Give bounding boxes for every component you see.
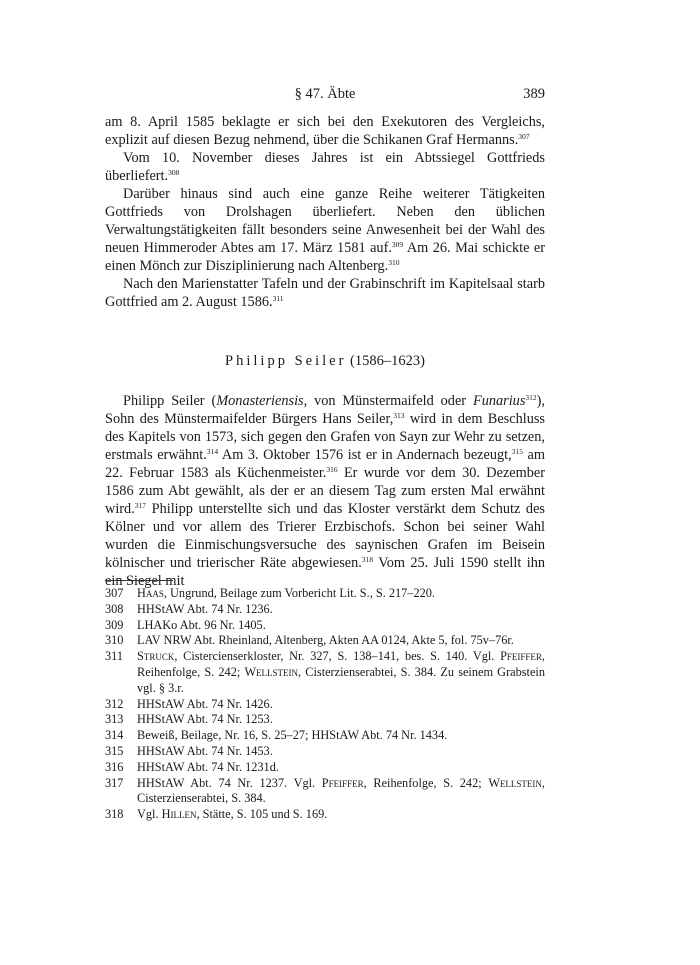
section-dates: (1586–1623) <box>350 353 425 369</box>
footnote: 315 HHStAW Abt. 74 Nr. 1453. <box>105 743 273 758</box>
main-text <box>105 113 545 590</box>
footnote: 317 HHStAW Abt. 74 Nr. 1237. Vgl. Pfeiffer, Reihenfolge, S. 242; Wellstein, Cisterzienserabtei, S. 384. <box>105 775 545 806</box>
footnote: 318 Vgl. Hillen, Stätte, S. 105 und S. 169. <box>105 807 328 822</box>
footnote: 313 HHStAW Abt. 74 Nr. 1253. <box>105 712 273 727</box>
footnote-ref[interactable]: 318 <box>361 555 374 564</box>
footnote: 309 LHAKo Abt. 96 Nr. 1405. <box>105 617 266 632</box>
page-number: 389 <box>523 86 545 102</box>
footnote-ref[interactable]: 308 <box>168 168 180 177</box>
footnote-ref[interactable]: 312 <box>525 393 537 402</box>
footnote-ref[interactable]: 315 <box>511 447 523 456</box>
running-title: § 47. Äbte <box>294 86 356 102</box>
footnote-ref[interactable]: 314 <box>206 447 219 456</box>
footnote: 316 HHStAW Abt. 74 Nr. 1231d. <box>105 759 279 774</box>
footnote: 310 LAV NRW Abt. Rheinland, Altenberg, Akten AA 0124, Akte 5, fol. 75v–76r. <box>105 633 514 648</box>
paragraph: am 8. April 1585 beklagte er sich bei den Exekutoren des Vergleichs, explizit auf diesen Bezug nehmend, über die Schikanen Graf Hermanns.$^{307}$ <box>105 114 545 148</box>
footnote-ref[interactable]: 317 <box>134 501 147 510</box>
footnote-ref[interactable]: 309 <box>391 240 404 249</box>
footnote: 311 Struck, Cistercienserkloster, Nr. 327, S. 138–141, bes. S. 140. Vgl. Pfeiffer, Reihenfolge, S. 242; Wellstein, Cisterzienserabtei, S. 384. Zu seinem Grabstein vgl. § 3.r. <box>105 649 545 695</box>
footnote-ref[interactable]: 310 <box>388 258 400 267</box>
footnote: 312 HHStAW Abt. 74 Nr. 1426. <box>105 696 273 711</box>
footnote: 308 HHStAW Abt. 74 Nr. 1236. <box>105 601 273 616</box>
footnote-ref[interactable]: 316 <box>326 465 338 474</box>
section-heading <box>105 352 545 370</box>
footnote-ref[interactable]: 313 <box>393 411 405 420</box>
paragraph: Philipp Seiler (Monasteriensis, von Münstermaifeld oder Funarius$^{312}$), Sohn des Münstermaifelder Bürgers Hans Seiler,$^{313}$ wird in dem Beschluss des Kapitels von 1573, sich gegen den Grafen von Sayn zur Wehr zu setzen, erstmals erwähnt.$^{314}$ Am 3. Oktober 1576 ist er in Andernach bezeugt,$^{315}$ am 22. Februar 1583 als Küchenmeister.$^{316}$ Er wurde vor dem 30. Dezember 1586 zum Abt gewählt, als der er an diesem Tag zum ersten Mal erwähnt wird.$^{317}$ Philipp unterstellte sich und das Kloster verstärkt dem Schutz des Kölner und vor allem des Trierer Erzbischofs. Schon bei seiner Wahl wurden die Einmischungsversuche des saynischen Grafen im Beisein kölnischer und trierischer Räte abgewiesen.$^{318}$ Vom 25. Juli 1590 stellt ihn ein Siegel mit <box>105 393 546 589</box>
section-name: Philipp Seiler <box>225 353 347 369</box>
paragraph: Vom 10. November dieses Jahres ist ein Abtssiegel Gottfrieds überliefert.$^{308}$ <box>105 150 545 184</box>
footnote: 314 Beweiß, Beilage, Nr. 16, S. 25–27; HHStAW Abt. 74 Nr. 1434. <box>105 728 448 743</box>
footnote-ref[interactable]: 311 <box>272 294 284 303</box>
footnote-separator <box>105 580 173 581</box>
footnote-ref[interactable]: 307 <box>518 132 530 141</box>
footnotes <box>105 586 545 823</box>
paragraph: Darüber hinaus sind auch eine ganze Reihe weiterer Tätigkeiten Gottfrieds von Drolshagen überliefert. Neben den üblichen Verwaltungstätigkeiten fällt besonders seine Anwesenheit bei der Wahl des neuen Himmeroder Abtes am 17. März 1581 auf.$^{309}$ Am 26. Mai schickte er einen Mönch zur Disziplinierung nach Altenberg.$^{310}$ <box>105 186 545 274</box>
footnote: 307 Haas, Ungrund, Beilage zum Vorbericht Lit. S., S. 217–220. <box>105 586 435 600</box>
paragraph: Nach den Marienstatter Tafeln und der Grabinschrift im Kapitelsaal starb Gottfried am 2. August 1586.$^{311}$ <box>105 276 545 310</box>
